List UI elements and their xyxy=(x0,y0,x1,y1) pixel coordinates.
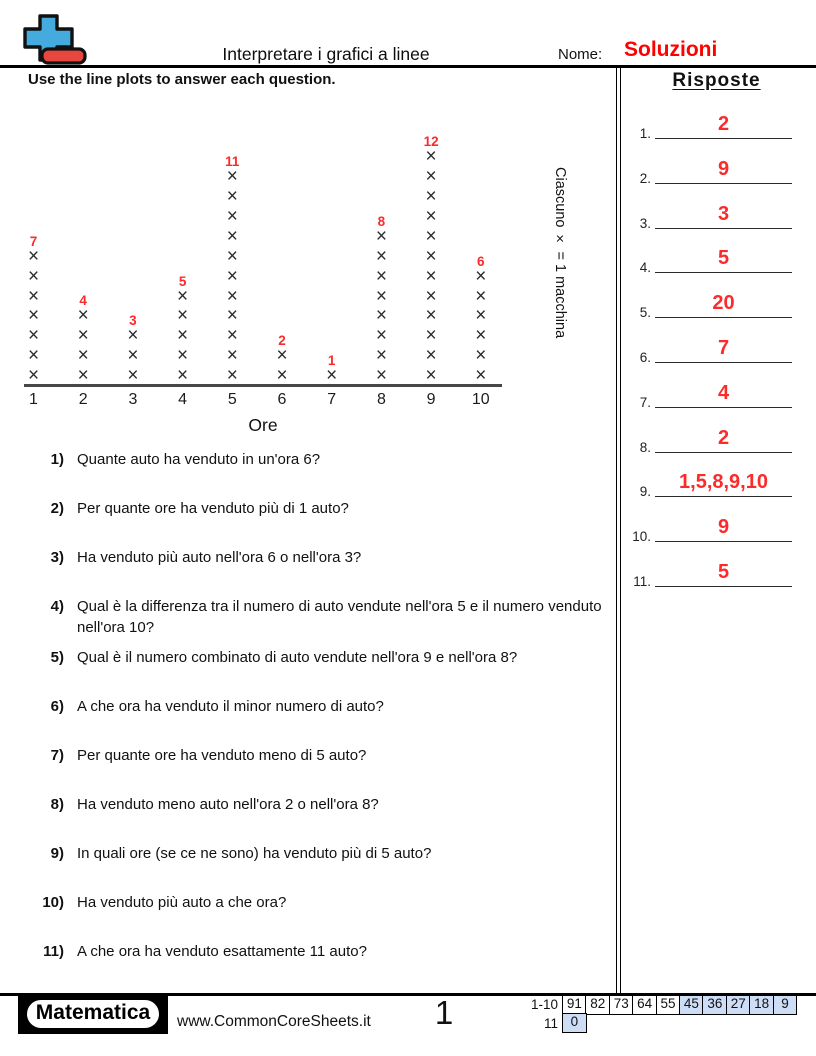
x-mark: × xyxy=(425,265,437,287)
question-number: 6) xyxy=(50,698,64,715)
x-mark: × xyxy=(425,166,437,188)
answer-blank-line xyxy=(655,272,792,273)
x-mark: × xyxy=(127,365,139,387)
answers-list xyxy=(625,0,807,1056)
answer-row-11 xyxy=(625,557,807,587)
x-mark: × xyxy=(177,365,189,387)
x-mark: × xyxy=(375,305,387,327)
x-mark: × xyxy=(425,345,437,367)
answer-blank-line xyxy=(655,407,792,408)
question-row-3 xyxy=(28,547,623,568)
x-mark: × xyxy=(425,325,437,347)
question-number: 5) xyxy=(50,649,64,666)
x-mark: × xyxy=(27,305,40,327)
axis-tick-label: 7 xyxy=(327,391,337,408)
score-row-label: 1-10 xyxy=(530,997,558,1012)
question-number: 9) xyxy=(50,845,64,862)
x-mark: × xyxy=(226,225,238,247)
x-mark: × xyxy=(226,265,238,287)
plot-column-hour-5 xyxy=(208,154,256,386)
plot-column-hour-10 xyxy=(457,254,505,386)
x-mark: × xyxy=(177,305,189,327)
axis-tick-label: 9 xyxy=(426,391,436,408)
answer-row-1 xyxy=(625,109,807,139)
x-mark: × xyxy=(226,365,238,387)
answer-value: 5 xyxy=(717,247,730,270)
x-mark: × xyxy=(27,325,40,347)
axis-tick-label: 2 xyxy=(78,391,88,408)
x-mark: × xyxy=(27,245,40,267)
question-row-5 xyxy=(28,647,623,668)
answer-row-6 xyxy=(625,333,807,363)
x-mark: × xyxy=(177,285,189,307)
x-mark: × xyxy=(27,345,40,367)
axis-tick-label: 5 xyxy=(227,391,237,408)
x-mark: × xyxy=(475,365,487,387)
question-text: Per quante ore ha venduto meno di 5 auto? xyxy=(77,747,367,764)
x-mark: × xyxy=(375,265,387,287)
x-mark: × xyxy=(375,325,387,347)
question-number: 7) xyxy=(50,747,64,764)
x-mark: × xyxy=(375,365,387,387)
answer-blank-line xyxy=(655,541,792,542)
question-text: Ha venduto più auto a che ora? xyxy=(77,894,287,911)
plot-column-hour-2 xyxy=(59,293,107,386)
x-mark: × xyxy=(375,345,387,367)
answer-number: 9. xyxy=(639,484,651,500)
answer-blank-line xyxy=(655,452,792,453)
answer-row-2 xyxy=(625,154,807,184)
question-text: Quante auto ha venduto in un'ora 6? xyxy=(77,451,321,468)
x-mark: × xyxy=(77,365,89,387)
answer-number: 3. xyxy=(639,215,651,231)
score-cell: 64 xyxy=(632,995,657,1015)
x-mark: × xyxy=(375,285,387,307)
x-mark: × xyxy=(27,365,40,387)
answer-number: 7. xyxy=(639,394,651,410)
x-mark: × xyxy=(475,265,487,287)
question-number: 10) xyxy=(42,894,64,911)
answer-number: 8. xyxy=(639,439,651,455)
answer-value: 7 xyxy=(717,337,730,359)
x-mark: × xyxy=(226,325,238,347)
axis-tick-label: 6 xyxy=(277,391,287,408)
question-number: 2) xyxy=(50,500,64,517)
question-row-11 xyxy=(28,941,623,962)
score-row-label: 11 xyxy=(543,1016,558,1031)
score-cell: 55 xyxy=(656,995,681,1015)
x-mark: × xyxy=(226,305,238,327)
answer-value: 9 xyxy=(717,516,730,539)
answer-number: 6. xyxy=(639,350,651,365)
x-mark: × xyxy=(475,285,487,307)
plot-column-hour-9 xyxy=(407,134,455,386)
x-mark: × xyxy=(425,285,437,307)
x-mark: × xyxy=(27,265,40,287)
question-text: In quali ore (se ce ne sono) ha venduto più di 5 auto? xyxy=(77,845,432,862)
question-text: Qual è la differenza tra il numero di auto vendute nell'ora 5 e il numero venduto nell'ora 10? xyxy=(77,598,602,636)
x-mark: × xyxy=(375,225,387,247)
question-row-1 xyxy=(28,449,623,470)
question-row-2 xyxy=(28,498,623,519)
answer-value: 4 xyxy=(717,381,730,404)
x-mark: × xyxy=(27,285,40,307)
plot-key-label: Ciascuno × = 1 macchina xyxy=(552,167,568,339)
score-table-row xyxy=(562,1013,797,1033)
question-text: A che ora ha venduto il minor numero di auto? xyxy=(77,698,384,715)
name-value-solutions: Soluzioni xyxy=(624,38,718,61)
question-row-6 xyxy=(28,696,623,717)
answer-value: 5 xyxy=(717,561,730,583)
answer-row-10 xyxy=(625,512,807,545)
x-mark: × xyxy=(77,305,89,327)
website-url: www.CommonCoreSheets.it xyxy=(177,1013,371,1030)
question-text: A che ora ha venduto esattamente 11 auto? xyxy=(77,943,367,960)
axis-tick-label: 1 xyxy=(29,391,38,408)
answer-row-3 xyxy=(625,199,807,229)
question-row-9 xyxy=(28,843,623,864)
answer-number: 4. xyxy=(639,260,651,276)
page-title: Interpretare i grafici a linee xyxy=(222,44,430,64)
question-text: Ha venduto più auto nell'ora 6 o nell'ora 3? xyxy=(77,549,362,566)
plot-column-hour-3 xyxy=(109,313,157,386)
axis-tick-label: 3 xyxy=(128,391,138,408)
x-mark: × xyxy=(226,285,238,307)
count-label: 3 xyxy=(129,313,137,329)
question-number: 1) xyxy=(50,451,64,468)
x-mark: × xyxy=(425,245,437,267)
score-cell: 45 xyxy=(679,995,704,1015)
plot-column-hour-8 xyxy=(357,214,405,386)
count-label: 6 xyxy=(477,253,485,269)
answer-blank-line xyxy=(655,496,792,497)
x-axis-title: Ore xyxy=(248,415,278,435)
answer-value: 2 xyxy=(717,113,730,135)
x-mark: × xyxy=(425,205,437,227)
x-mark: × xyxy=(425,225,437,247)
answer-number: 1. xyxy=(639,126,651,141)
x-mark: × xyxy=(276,345,288,367)
score-cell: 18 xyxy=(749,995,774,1015)
answer-value: 3 xyxy=(717,202,730,225)
x-mark: × xyxy=(475,305,487,327)
question-text: Ha venduto meno auto nell'ora 2 o nell'ora 8? xyxy=(77,796,379,813)
answer-blank-line xyxy=(655,183,792,184)
x-mark: × xyxy=(226,186,238,208)
count-label: 1 xyxy=(327,353,336,369)
plot-column-hour-6 xyxy=(258,333,306,386)
x-mark: × xyxy=(77,325,89,347)
brand-name: Matematica xyxy=(25,998,161,1030)
instruction-text: Use the line plots to answer each question. xyxy=(28,71,336,88)
plot-column-hour-4 xyxy=(159,274,207,386)
x-mark: × xyxy=(425,365,437,387)
count-label: 8 xyxy=(377,213,386,229)
score-cell: 9 xyxy=(773,995,798,1015)
question-number: 11) xyxy=(43,943,64,960)
axis-tick-label: 4 xyxy=(178,391,188,408)
axis-tick-label: 8 xyxy=(376,391,386,408)
x-mark: × xyxy=(127,345,139,367)
count-label: 5 xyxy=(178,273,187,289)
x-mark: × xyxy=(475,325,487,347)
x-mark: × xyxy=(425,305,437,327)
question-number: 3) xyxy=(50,549,64,566)
score-cell: 36 xyxy=(702,995,727,1015)
name-label: Nome: xyxy=(558,46,603,63)
count-label: 2 xyxy=(278,333,286,349)
answers-title: Risposte xyxy=(672,70,761,91)
score-cell: 91 xyxy=(562,995,587,1015)
answer-blank-line xyxy=(655,228,792,229)
question-number: 4) xyxy=(50,598,64,615)
score-cell: 73 xyxy=(609,995,634,1015)
x-mark: × xyxy=(226,166,238,188)
count-label: 12 xyxy=(423,134,439,150)
x-mark: × xyxy=(475,345,487,367)
question-text: Qual è il numero combinato di auto vendute nell'ora 9 e nell'ora 8? xyxy=(77,649,518,666)
question-row-7 xyxy=(28,745,623,766)
question-row-8 xyxy=(28,794,623,815)
axis-tick-label: 10 xyxy=(471,391,490,408)
answer-number: 10. xyxy=(632,529,651,545)
x-mark: × xyxy=(177,345,189,367)
score-cell: 82 xyxy=(585,995,610,1015)
question-row-4 xyxy=(28,596,623,638)
count-label: 11 xyxy=(225,154,240,170)
score-cell: 27 xyxy=(726,995,751,1015)
answer-value: 2 xyxy=(717,426,730,449)
answer-blank-line xyxy=(655,362,792,363)
score-table-row xyxy=(562,995,797,1015)
line-plot xyxy=(0,0,616,440)
answer-value: 9 xyxy=(717,157,730,180)
x-mark: × xyxy=(77,345,89,367)
answer-row-4 xyxy=(625,243,807,276)
answer-blank-line xyxy=(655,138,792,139)
x-mark: × xyxy=(177,325,189,347)
x-mark: × xyxy=(226,205,238,227)
answer-number: 2. xyxy=(639,170,651,186)
count-label: 4 xyxy=(79,293,87,309)
question-row-10 xyxy=(28,892,623,913)
answer-row-8 xyxy=(625,423,807,453)
page-number: 1 xyxy=(434,994,454,1031)
plot-column-hour-7 xyxy=(308,353,356,386)
answer-number: 11. xyxy=(633,574,651,589)
answer-row-5 xyxy=(625,288,807,321)
x-mark: × xyxy=(226,245,238,267)
answer-value: 1,5,8,9,10 xyxy=(679,471,768,494)
x-mark: × xyxy=(326,365,338,387)
score-cell: 0 xyxy=(562,1013,587,1033)
answer-row-9 xyxy=(625,467,807,500)
brand-logo xyxy=(18,993,168,1034)
x-mark: × xyxy=(425,186,437,208)
answer-number: 5. xyxy=(639,305,651,321)
answer-blank-line xyxy=(655,586,792,587)
score-table xyxy=(562,995,797,1033)
question-number: 8) xyxy=(50,796,64,813)
count-label: 7 xyxy=(29,233,38,249)
answer-row-7 xyxy=(625,378,807,408)
answer-value: 20 xyxy=(712,292,735,315)
x-mark: × xyxy=(375,245,387,267)
x-mark: × xyxy=(276,365,288,387)
x-mark: × xyxy=(127,325,139,347)
question-text: Per quante ore ha venduto più di 1 auto? xyxy=(77,500,349,517)
x-mark: × xyxy=(226,345,238,367)
x-mark: × xyxy=(425,146,437,168)
plot-column-hour-1 xyxy=(10,234,58,386)
answer-blank-line xyxy=(655,317,792,318)
